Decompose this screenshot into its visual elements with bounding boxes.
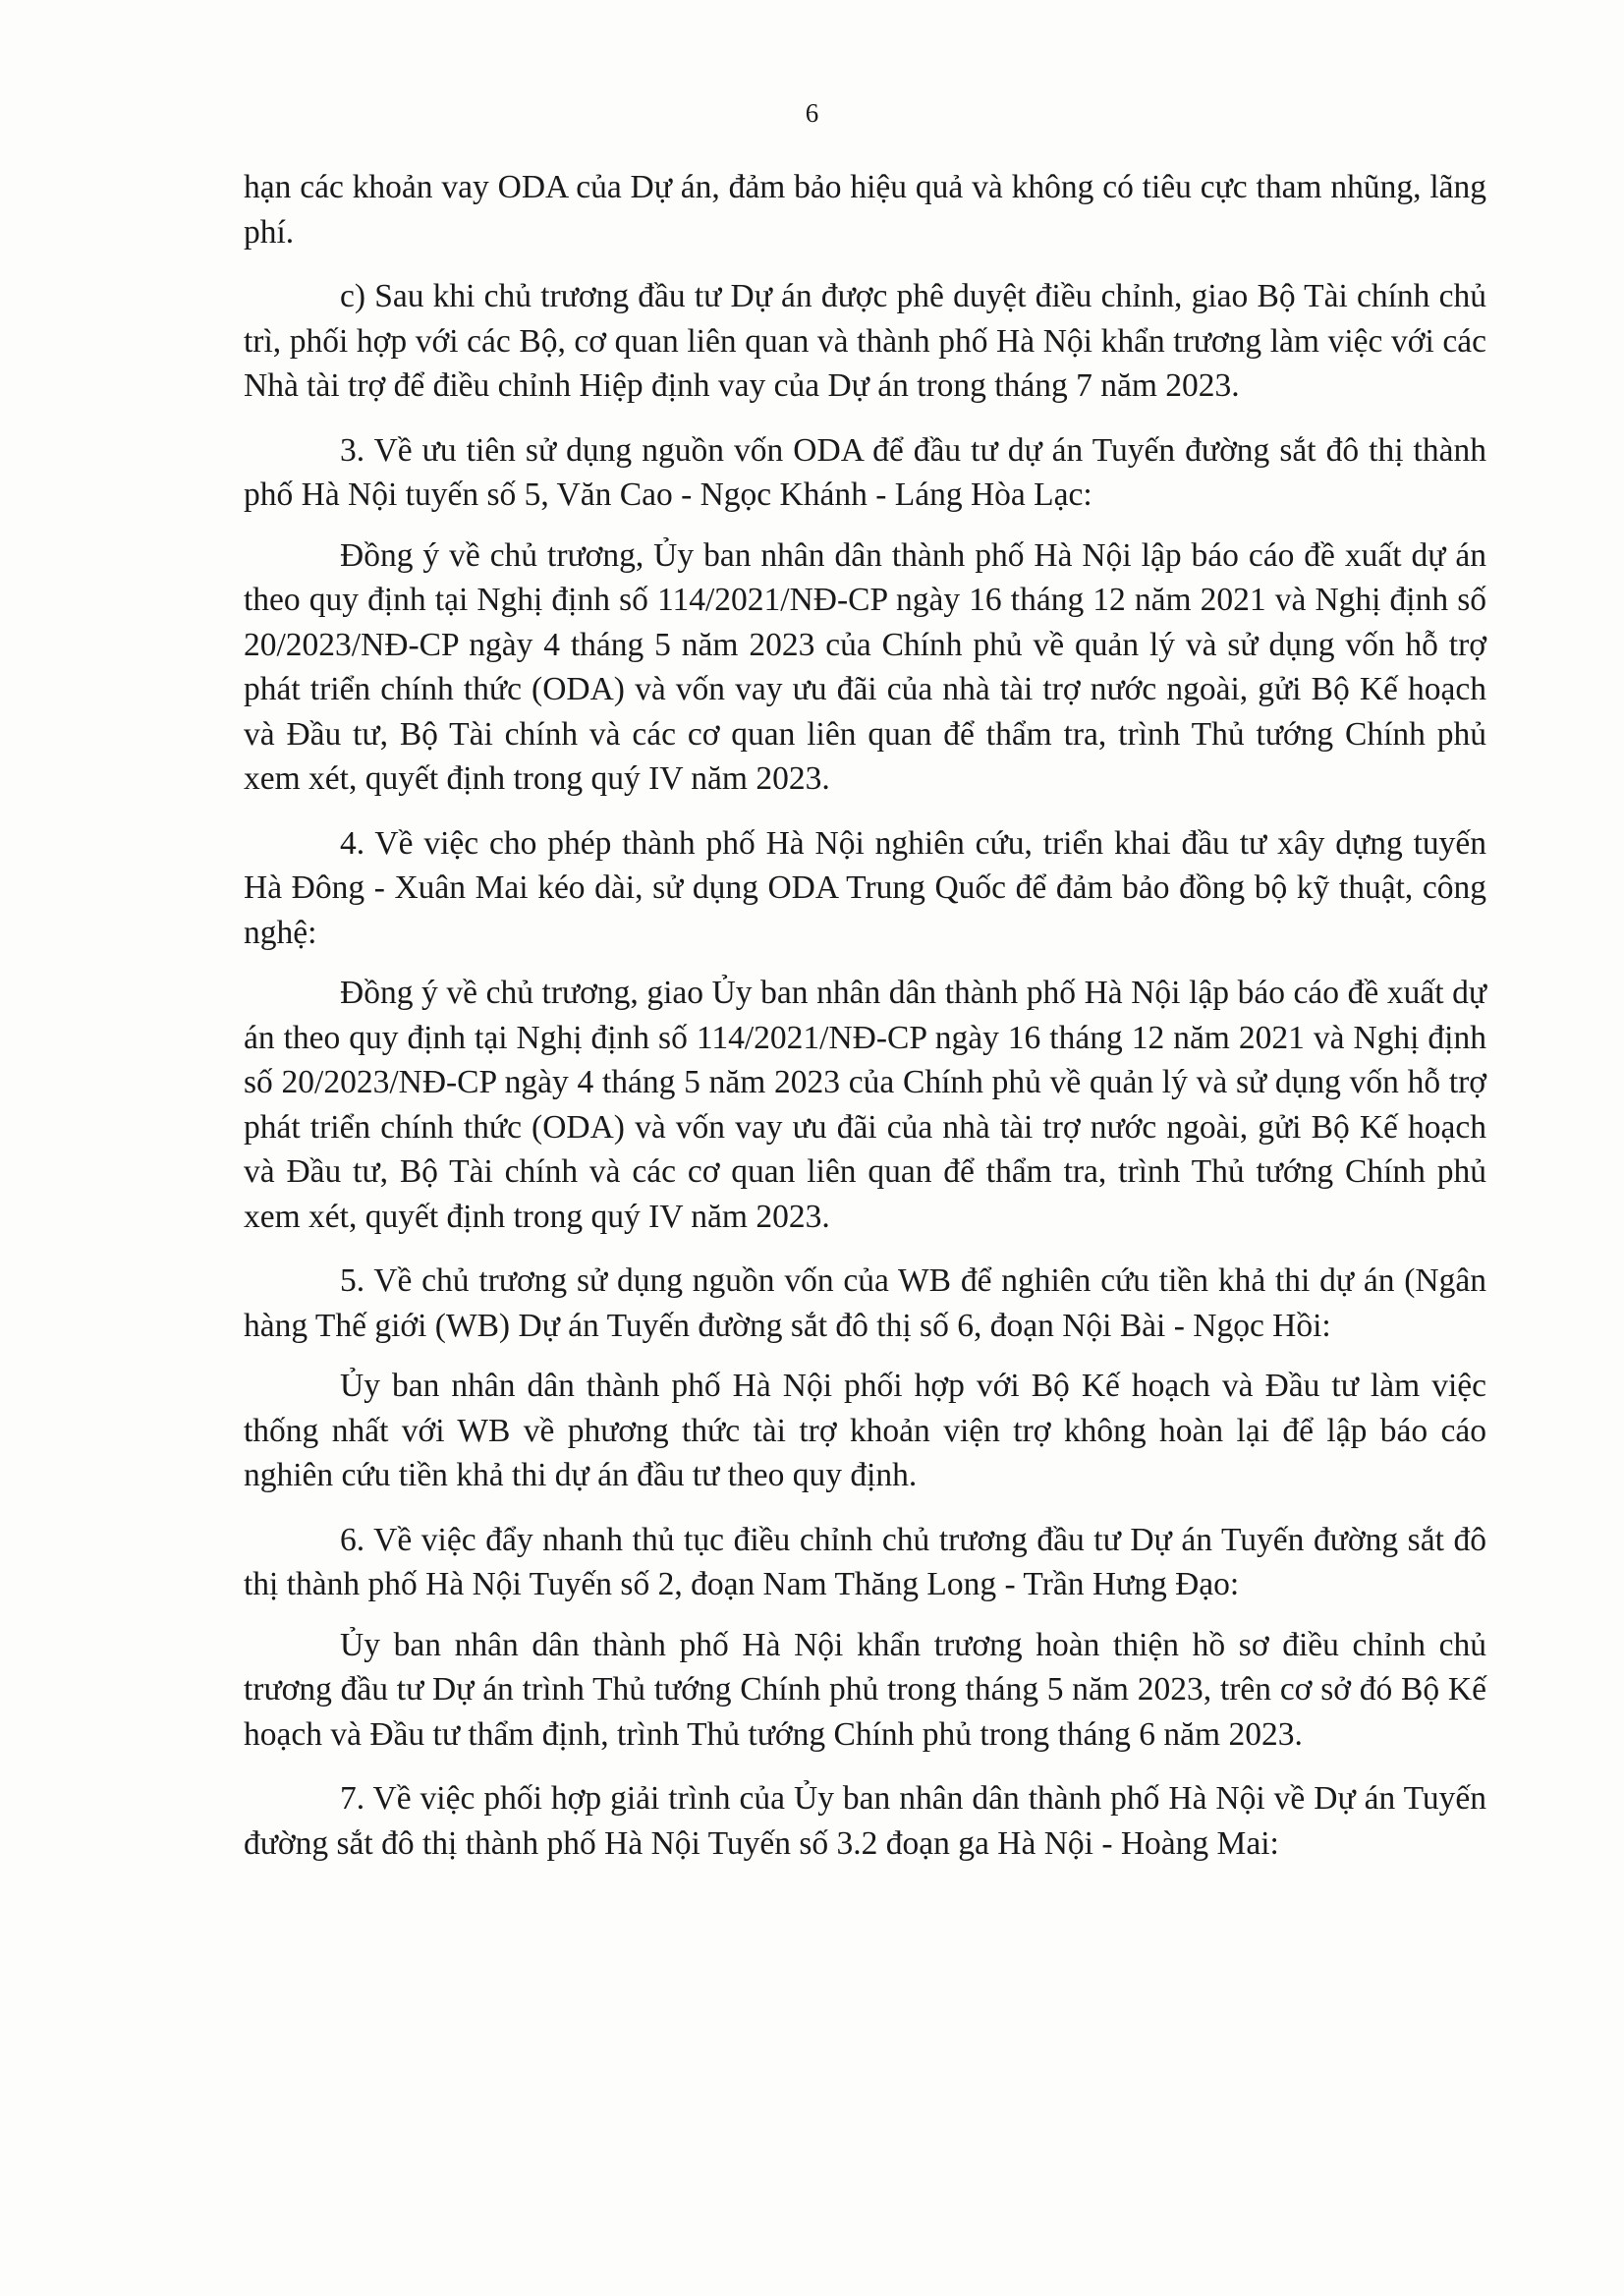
paragraph-continuation: hạn các khoản vay ODA của Dự án, đảm bảo hiệu quả và không có tiêu cực tham nhũng, lãng phí. [244,169,1486,251]
paragraph-item-2c: c) Sau khi chủ trương đầu tư Dự án được phê duyệt điều chỉnh, giao Bộ Tài chính chủ trì, phối hợp với các Bộ, cơ quan liên quan và thành phố Hà Nội khẩn trương làm việc với các Nhà tài trợ để điều chỉnh Hiệp định vay của Dự án trong tháng 7 năm 2023. [244,278,1486,404]
page-number: 6 [805,98,819,128]
paragraph-section-6: 6. Về việc đẩy nhanh thủ tục điều chỉnh chủ trương đầu tư Dự án Tuyến đường sắt đô thị thành phố Hà Nội Tuyến số 2, đoạn Nam Thăng Long - Trần Hưng Đạo: [244,1521,1486,1602]
paragraph-section-7: 7. Về việc phối hợp giải trình của Ủy ban nhân dân thành phố Hà Nội về Dự án Tuyến đường sắt đô thị thành phố Hà Nội Tuyến số 3.2 đoạn ga Hà Nội - Hoàng Mai: [244,1780,1486,1862]
paragraph-section-5-body: Ủy ban nhân dân thành phố Hà Nội phối hợp với Bộ Kế hoạch và Đầu tư làm việc thống nhất với WB về phương thức tài trợ khoản viện trợ không hoàn lại để lập báo cáo nghiên cứu tiền khả thi dự án đầu tư theo quy định. [244,1368,1486,1493]
paragraph-section-4: 4. Về việc cho phép thành phố Hà Nội nghiên cứu, triển khai đầu tư xây dựng tuyến Hà Đông - Xuân Mai kéo dài, sử dụng ODA Trung Quốc để đảm bảo đồng bộ kỹ thuật, công nghệ: [244,824,1486,951]
paragraph-section-3-body: Đồng ý về chủ trương, Ủy ban nhân dân thành phố Hà Nội lập báo cáo đề xuất dự án theo quy định tại Nghị định số 114/2021/NĐ-CP ngày 16 tháng 12 năm 2021 và Nghị định số 20/2023/NĐ-CP ngày 4 tháng 5 năm 2023 của Chính phủ về quản lý và sử dụng vốn hỗ trợ phát triển chính thức (ODA) và vốn vay ưu đãi của nhà tài trợ nước ngoài, gửi Bộ Kế hoạch và Đầu tư, Bộ Tài chính và các cơ quan liên quan để thẩm tra, trình Thủ tướng Chính phủ xem xét, quyết định trong quý IV năm 2023. [244,536,1486,797]
paragraph-section-6-body: Ủy ban nhân dân thành phố Hà Nội khẩn trương hoàn thiện hồ sơ điều chỉnh chủ trương đầu tư Dự án trình Thủ tướng Chính phủ trong tháng 5 năm 2023, trên cơ sở đó Bộ Kế hoạch và Đầu tư thẩm định, trình Thủ tướng Chính phủ trong tháng 6 năm 2023. [244,1626,1486,1753]
paragraph-section-3: 3. Về ưu tiên sử dụng nguồn vốn ODA để đầu tư dự án Tuyến đường sắt đô thị thành phố Hà Nội tuyến số 5, Văn Cao - Ngọc Khánh - Láng Hòa Lạc: [244,431,1486,513]
document-body [244,165,1486,1881]
paragraph-section-5: 5. Về chủ trương sử dụng nguồn vốn của WB để nghiên cứu tiền khả thi dự án (Ngân hàng Thế giới (WB) Dự án Tuyến đường sắt đô thị số 6, đoạn Nội Bài - Ngọc Hồi: [244,1262,1486,1344]
paragraph-section-4-body: Đồng ý về chủ trương, giao Ủy ban nhân dân thành phố Hà Nội lập báo cáo đề xuất dự án theo quy định tại Nghị định số 114/2021/NĐ-CP ngày 16 tháng 12 năm 2021 và Nghị định số 20/2023/NĐ-CP ngày 4 tháng 5 năm 2023 của Chính phủ về quản lý và sử dụng vốn hỗ trợ phát triển chính thức (ODA) và vốn vay ưu đãi của nhà tài trợ nước ngoài, gửi Bộ Kế hoạch và Đầu tư, Bộ Tài chính và các cơ quan liên quan để thẩm tra, trình Thủ tướng Chính phủ xem xét, quyết định trong quý IV năm 2023. [244,975,1486,1235]
